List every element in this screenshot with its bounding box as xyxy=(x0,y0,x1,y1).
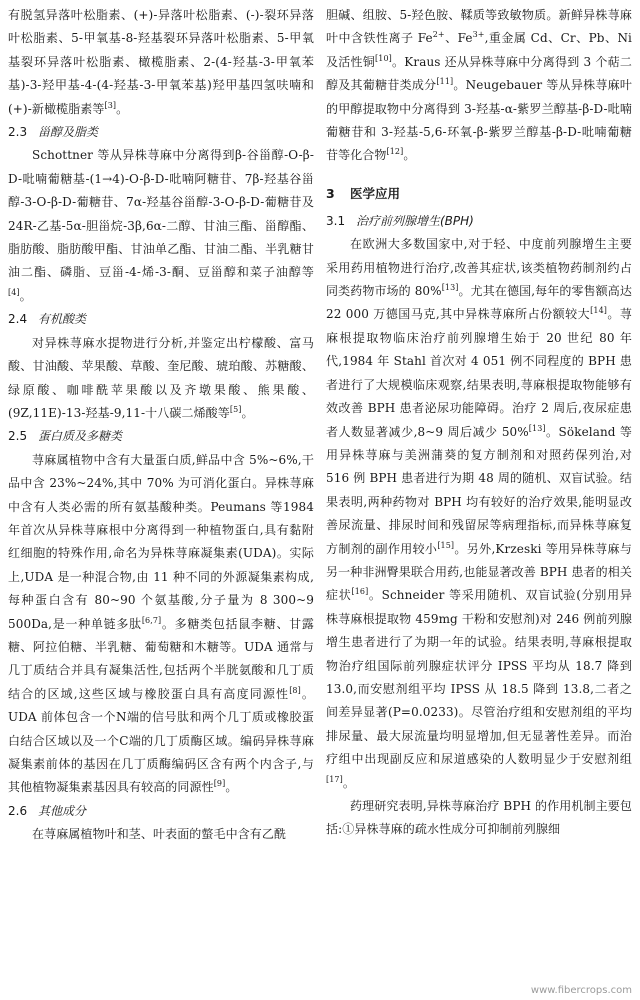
ion-charge: 3+ xyxy=(472,30,485,40)
body-text: 。Sökeland 等用异株荨麻与美洲蒲葵的复方制剂和对照药保列治,对 516 例 BPH 患者进行为期 48 周的随机、双盲试验。结果表明,两种药物对 BPH 均有较好的治疗效果,能明显改善尿流量、排尿时间和残留尿等病理指标,而异株荨麻复方制剂的副作用较小 xyxy=(326,424,632,556)
body-text: ,重金属 Cd、Cr、Pb、Ni 及活性铜 xyxy=(326,31,632,69)
section-heading-2-4 xyxy=(8,308,314,331)
intro-text: 有脱氢异落叶松脂素、(+)-异落叶松脂素、(-)-裂环异落叶松脂素、5-甲氧基-8-羟基裂环异落叶松脂素、5-甲氧基裂环异落叶松脂素、橄榄脂素、2-(4-羟基-3-甲氧苯基)-3-羟甲基-4-(4-羟基-3-甲氧苯基)羟甲基四氢呋喃和(+)-新橄榄脂素等 xyxy=(8,8,314,116)
citation: [10] xyxy=(375,53,392,63)
citation: [13] xyxy=(441,283,459,293)
section-title: 甾醇及脂类 xyxy=(38,125,99,140)
citation: [5] xyxy=(229,404,242,414)
section-number: 3.1 xyxy=(326,213,346,228)
citation: [14] xyxy=(590,306,607,316)
body-text: 。多糖类包括鼠李糖、甘露糖、阿拉伯糖、半乳糖、葡萄糖和木糖等。UDA 通常与几丁质结合并具有凝集活性,包括两个半胱氨酸和几丁质结合的区域,这些区域与橡胶蛋白具有高度同源性 xyxy=(8,616,315,701)
citation: [15] xyxy=(437,540,455,550)
body-text: 。尤其在德国,每年的零售额高达 22 000 万德国马克,其中异株荨麻所占份额较大 xyxy=(326,284,632,322)
section-number: 2.6 xyxy=(8,803,28,818)
body-text: 。Schneider 等采用随机、双盲试验(分别用异株荨麻根提取物 459mg 干粉和安慰剂)对 246 例前列腺增生患者进行了为期一年的试验。结果表明,荨麻根提取物治疗组国际前列腺症状评分 IPSS 平均从 18.7 降到 13.0,而安慰剂组平均 IPSS 从 18.5 降到 13.8,二者之间差异显著(P=0.0233)。尽管治疗组和安慰剂组的平均排尿量、最大尿流量均明显增加,但无显著性差异。而治疗组中出现副反应和尿道感染的人数明显少于安慰剂组 xyxy=(326,588,632,767)
section-title: 有机酸类 xyxy=(38,312,87,327)
body-text: 。Kraus 还从异株荨麻中分离得到 3 个萜二醇及其葡糖苷类成分 xyxy=(326,54,632,93)
body-text: 。荨麻根提取物临床治疗前列腺增生始于 20 世纪 80 年代,1984 年 Stahl 首次对 4 051 例不同程度的 BPH 患者进行了大规模临床观察,结果表明,荨麻根提取物能够有效改善 BPH 患者泌尿功能障碍。治疗 2 周后,夜尿症患者人数显著减少,8~9 周后减少 50% xyxy=(326,307,633,439)
punct: 。 xyxy=(342,775,355,790)
section-title: 其他成分 xyxy=(38,803,87,818)
paragraph-2-5 xyxy=(8,449,314,800)
section-number: 3 xyxy=(326,185,335,201)
body-text: 对异株荨麻水提物进行分析,并鉴定出柠檬酸、富马酸、甘油酸、苹果酸、草酸、奎尼酸、琥珀酸、苏糖酸、绿原酸、咖啡酰苹果酸以及齐墩果酸、熊果酸、(9Z,11E)-13-羟基-9,11-十八碳二烯酸等 xyxy=(8,335,314,420)
body-text: 。另外,Krzeski 等用异株荨麻与另一种非洲臀果联合用药,也能显著改善 BPH 患者的相关症状 xyxy=(326,541,632,603)
citation: [16] xyxy=(351,587,369,597)
section-heading-2-6 xyxy=(8,800,314,823)
section-heading-2-3 xyxy=(8,121,314,144)
section-title: 治疗前列腺增生(BPH) xyxy=(356,213,474,228)
citation: [13] xyxy=(528,423,546,433)
left-column xyxy=(8,4,314,847)
section-heading-2-5 xyxy=(8,425,314,448)
punct: 。 xyxy=(403,148,416,163)
paragraph-2-6 xyxy=(8,823,314,846)
paragraph-pharmacology xyxy=(326,795,632,842)
intro-paragraph-right xyxy=(326,4,632,168)
body-text: 药理研究表明,异株荨麻治疗 BPH 的作用机制主要包括:①异株荨麻的疏水性成分可抑制前列腺细 xyxy=(326,799,632,837)
punct: 。 xyxy=(241,405,254,420)
punct: 。 xyxy=(225,780,238,795)
section-heading-3 xyxy=(326,182,632,206)
right-column xyxy=(326,4,632,842)
body-text: 胆碱、组胺、5-羟色胺、鞣质等致敏物质。新鲜异株荨麻叶中含铁性离子 Fe xyxy=(326,8,632,46)
punct: 。 xyxy=(116,101,129,116)
section-heading-3-1 xyxy=(326,210,632,233)
body-text: 。Neugebauer 等从异株荨麻叶的甲醇提取物中分离得到 3-羟基-α-紫罗兰醇基-β-D-吡喃葡糖苷和 3-羟基-5,6-环氧-β-紫罗兰醇基-β-D-吡喃葡糖苷等化合物 xyxy=(326,78,632,163)
punct: 。 xyxy=(19,288,32,303)
body-text: 、Fe xyxy=(444,31,473,46)
intro-paragraph-left xyxy=(8,4,314,121)
citation: [8] xyxy=(289,685,301,695)
citation: [12] xyxy=(386,147,404,157)
section-title: 蛋白质及多糖类 xyxy=(38,429,123,444)
citation: [11] xyxy=(436,77,454,87)
paragraph-2-4 xyxy=(8,332,314,426)
body-text: 在欧洲大多数国家中,对于轻、中度前列腺增生主要采用药用植物进行治疗,改善其症状,该类植物药制剂约占同类药物市场的 80% xyxy=(326,237,632,299)
section-title: 医学应用 xyxy=(350,185,401,201)
citation: [17] xyxy=(326,774,343,784)
body-text: 。UDA 前体包含一个N端的信号肽和两个几丁质或橡胶蛋白结合区域以及一个C端的几丁质酶区域。编码异株荨麻凝集素前体的基因在几丁质酶编码区含有两个内含子,与其他植物凝集素基因具有较高的同源性 xyxy=(8,686,314,795)
citation: [3] xyxy=(104,100,117,110)
citation: [6,7] xyxy=(141,615,162,625)
citation: [4] xyxy=(8,287,20,297)
section-number: 2.3 xyxy=(8,125,28,140)
section-number: 2.5 xyxy=(8,429,28,444)
body-text: 在荨麻属植物叶和茎、叶表面的螫毛中含有乙酰 xyxy=(32,827,287,842)
ion-charge: 2+ xyxy=(432,30,445,40)
citation: [9] xyxy=(213,779,226,789)
section-number: 2.4 xyxy=(8,312,28,327)
paragraph-3-1 xyxy=(326,233,632,795)
paragraph-2-3 xyxy=(8,144,314,308)
watermark: www.fibercrops.com xyxy=(530,985,632,996)
body-text: 荨麻属植物中含有大量蛋白质,鲜品中含 5%~6%,干品中含 23%~24%,其中 70% 为可消化蛋白。异株荨麻中含有人类必需的所有氨基酸种类。Peumans 等1984年首次从异株荨麻根中分离得到一种植物蛋白,具有黏附红细胞的特殊作用,命名为异株荨麻凝集素(UDA)。实际上,UDA 是一种混合物,由 11 种不同的外源凝集素构成,每种蛋白含有 80~90 个氨基酸,分子量为 8 300~9 500Da,是一种单链多肽 xyxy=(8,452,314,631)
body-text: Schottner 等从异株荨麻中分离得到β-谷甾醇-O-β-D-吡喃葡糖基-(1→4)-O-β-D-吡喃阿糖苷、7β-羟基谷甾醇-3-O-β-D-葡糖苷、7α-羟基谷甾醇-3-O-β-D-葡糖苷及24R-乙基-5α-胆甾烷-3β,6α-二醇、甘油三酯、甾醇酯、脂肪酸、脂肪酸甲酯、甘油单乙酯、甘油二酯、半乳糖甘油二酯、磷脂、豆甾-4-烯-3-酮、豆甾醇和菜子油醇等 xyxy=(8,148,314,280)
spacer xyxy=(326,168,632,176)
